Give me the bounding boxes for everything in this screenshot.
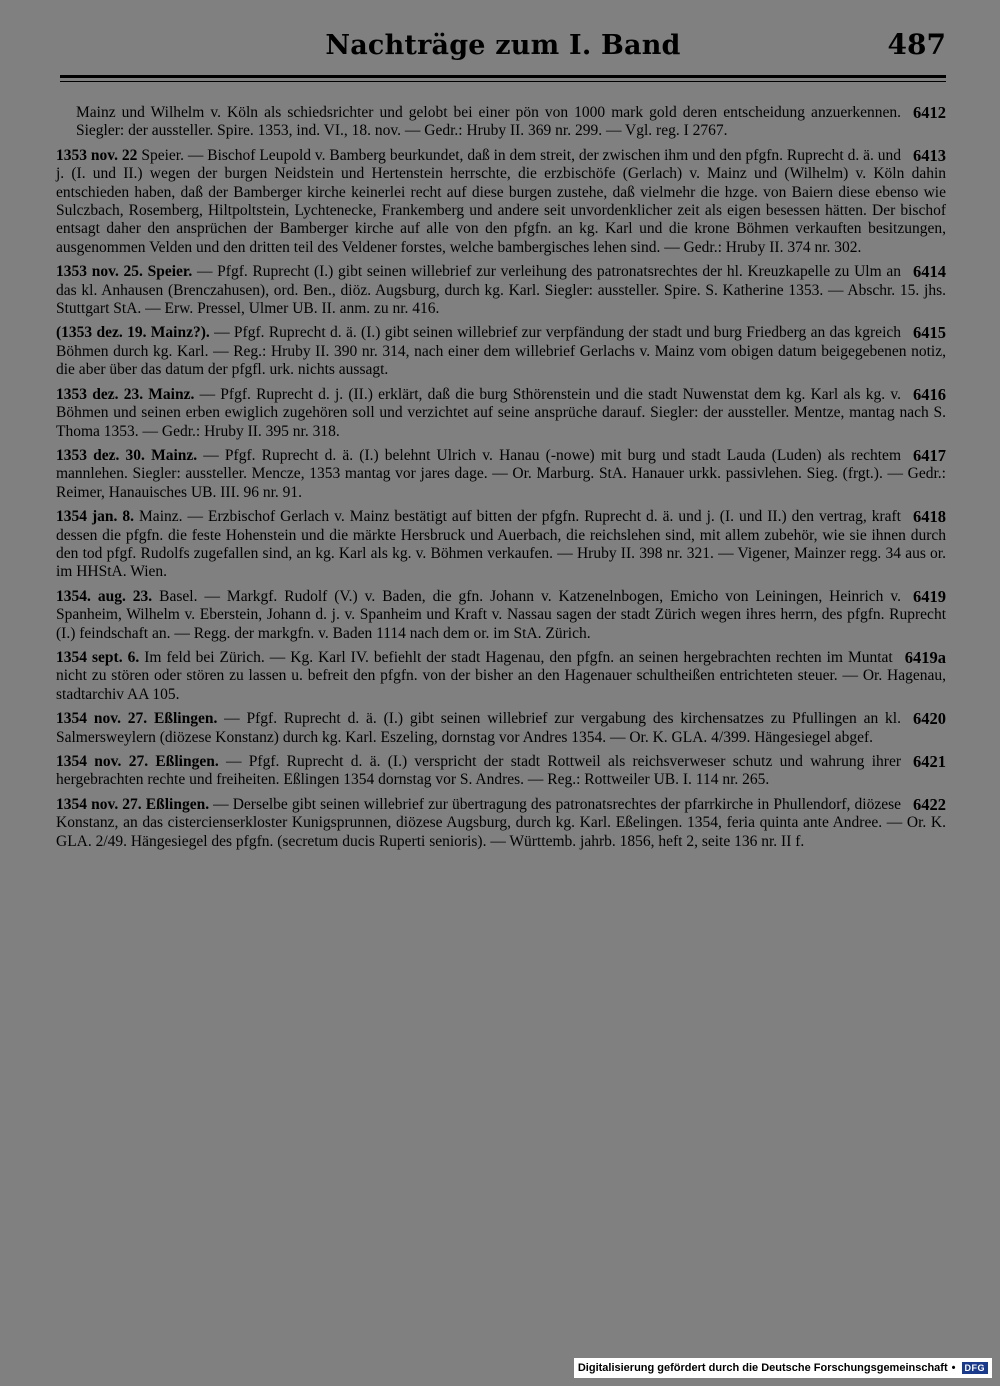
regest-entry xyxy=(56,710,946,747)
regest-text: — Derselbe gibt seinen willebrief zur übertragung des patronatsrechtes der pfarrkirche in Phullendorf, diözese Konstanz, an das cistercienserkloster Kunigsprunnen, diözese Augsburg, durch kg. Karl. Eßelingen. 1354, feria quinta ante Andree. — Or. K. GLA. 2/49. Hängesiegel des pfgfn. (secretum ducis Ruperti senioris). — Württemb. jahrb. 1856, heft 2, seite 136 nr. II f. xyxy=(56,795,946,850)
regest-entry xyxy=(56,447,946,502)
regest-entry xyxy=(56,263,946,318)
regest-text: — Pfgf. Ruprecht d. ä. (I.) belehnt Ulrich v. Hanau (-nowe) mit burg und stadt Lauda (Luden) als rechtem mannlehen. Siegler: aussteller. Mencze, 1353 mantag vor jares dage. — Or. Marburg. StA. Hanauer urkk. passivlehen. Sieg. (frgt.). — Gedr.: Reimer, Hanauisches UB. III. 96 nr. 91. xyxy=(56,446,946,501)
regest-text: Speier. — Bischof Leupold v. Bamberg beurkundet, daß in dem streit, der zwischen ihm und den pfgfn. Ruprecht d. ä. und j. (I. und II.) wegen der burgen Neidstein und Hertenstein herrschte, die erzbischöfe (Gerlach) v. Mainz und (Wilhelm) v. Köln dahin entschieden haben, daß der Bamberger kirche keinerlei recht auf diese burgen zustehe, daß vielmehr die hzge. von Baiern diese ebenso wie Sulczbach, Rosemberg, Hiltpoltstein, Lychtenecke, Frankemberg und andere seit unvordenklicher zeit als eigen besessen hätten. Der bischof entsagt daher den ansprüchen der Bamberger kirche auf alle von den pfgfn. an kg. Karl und die krone Böhmen verkauften besitzungen, ausgenommen Velden und den dritten teil des Veldener forstes, welche bambergisches lehen sind. — Gedr.: Hruby II. 374 nr. 302. xyxy=(56,146,946,256)
regest-number: 6422 xyxy=(913,794,946,814)
regest-number: 6416 xyxy=(913,384,946,404)
regest-text: Mainz. — Erzbischof Gerlach v. Mainz bestätigt auf bitten der pfgfn. Ruprecht d. ä. und j. (I. und II.) den vertrag, kraft dessen die pfgfn. die feste Hohenstein und die märkte Hersbruck und Auerbach, die reichslehen sind, mit allem zubehör, wie sie ihnen durch den tod pfgf. Rudolfs zugefallen sind, an kg. Karl als kg. v. Böhmen verkaufen. — Hruby II. 398 nr. 321. — Vigener, Mainzer regg. 34 aus or. im HHStA. Wien. xyxy=(56,508,946,581)
regesta-list xyxy=(56,104,946,857)
regest-entry xyxy=(56,147,946,257)
regest-entry xyxy=(56,508,946,582)
regest-entry xyxy=(56,588,946,643)
regest-head: 1354 sept. 6. xyxy=(56,648,140,666)
header-rule-thin xyxy=(60,81,946,82)
header-rule-thick xyxy=(60,75,946,78)
regest-text: — Pfgf. Ruprecht d. ä. (I.) gibt seinen willebrief zur verpfändung der stadt und burg Friedberg an das kgreich Böhmen durch kg. Karl. — Reg.: Hruby II. 390 nr. 314, nach einer dem willebrief Gerlachs v. Mainz vom obigen datum beigegebenen notiz, die aber über das datum der pfgfl. urk. nichts aussagt. xyxy=(56,324,946,379)
regest-text: — Pfgf. Ruprecht d. ä. (I.) verspricht der stadt Rottweil als reichsverweser schutz und wahrung ihrer hergebrachten rechte und freiheiten. Eßlingen 1354 dornstag vor S. Andres. — Reg.: Rottweiler UB. I. 114 nr. 265. xyxy=(56,753,901,789)
regest-entry xyxy=(56,386,946,441)
regest-number: 6414 xyxy=(913,262,946,282)
regest-text: Im feld bei Zürich. — Kg. Karl IV. befiehlt der stadt Hagenau, den pfgfn. an seinen hergebrachten rechten im Muntat nicht zu stören oder stören zu lassen u. befreit den pfgfn. von der bisher an den Hagenauer schultheißen entrichteten steuer. — Or. Hagenau, stadtarchiv AA 105. xyxy=(56,648,946,703)
regest-text: — Pfgf. Ruprecht d. ä. (I.) gibt seinen willebrief zur vergabung des kirchensatzes zu Pfullingen an kl. Salmersweylern (diözese Konstanz) durch kg. Karl. Eszeling, dornstag vor Andres 1354. — Or. K. GLA. 4/399. Hängesiegel abgef. xyxy=(56,710,901,746)
regest-text: — Pfgf. Ruprecht d. j. (II.) erklärt, daß die burg Sthörenstein und die stadt Nuwenstat dem kg. Karl als kg. v. Böhmen und seinen erben ewiglich zugehören soll und verzichtet auf seine ansprüche darauf. Siegler: der aussteller. Mentze, mantag nach S. Thoma 1353. — Gedr.: Hruby II. 395 nr. 318. xyxy=(56,385,946,440)
regest-number: 6420 xyxy=(913,709,946,729)
regest-number: 6419 xyxy=(913,586,946,606)
regest-entry xyxy=(56,104,946,141)
regest-entry xyxy=(56,649,946,704)
regest-head: 1354 nov. 27. Eßlingen. xyxy=(56,753,219,770)
regest-head: 1353 nov. 22 xyxy=(56,146,138,164)
page-header xyxy=(60,26,946,74)
dfg-logo-icon: DFG xyxy=(962,1362,989,1374)
regest-head: 1353 nov. 25. Speier. xyxy=(56,263,193,281)
page-title: Nachträge zum I. Band xyxy=(325,30,681,61)
regest-head: 1354 jan. 8. xyxy=(56,508,135,526)
regest-number: 6419a xyxy=(904,647,946,667)
regest-entry xyxy=(56,796,946,851)
regest-entry xyxy=(56,753,946,790)
regest-head: 1353 dez. 30. Mainz. xyxy=(56,446,198,464)
regest-head: 1354 nov. 27. Eßlingen. xyxy=(56,710,218,728)
regest-head: 1353 dez. 23. Mainz. xyxy=(56,385,195,403)
regest-head: 1354 nov. 27. Eßlingen. xyxy=(56,795,210,813)
regest-number: 6412 xyxy=(913,103,946,122)
funding-notice: Digitalisierung gefördert durch die Deutsche Forschungsgemeinschaft xyxy=(577,1362,948,1374)
regest-text: Mainz und Wilhelm v. Köln als schiedsrichter und gelobt bei einer pön von 1000 mark gold deren entscheidung anzuerkennen. Siegler: der aussteller. Spire. 1353, ind. VI., 18. nov. — Gedr.: Hruby II. 369 nr. 299. — Vgl. reg. I 2767. xyxy=(76,104,901,140)
regest-head: (1353 dez. 19. Mainz?). xyxy=(56,324,210,342)
regest-number: 6413 xyxy=(913,145,946,165)
footer-separator: • xyxy=(951,1362,956,1374)
regest-number: 6417 xyxy=(913,445,946,465)
regest-number: 6421 xyxy=(913,752,946,771)
regest-number: 6415 xyxy=(913,323,946,343)
page-number: 487 xyxy=(887,28,946,61)
regest-text: — Pfgf. Ruprecht (I.) gibt seinen willebrief zur verleihung des patronatsrechtes der hl. Kreuzkapelle zu Ulm an das kl. Anhausen (Brenczahusen), ord. Ben., diöz. Augsburg, durch kg. Karl. Siegler: aussteller. Spire. S. Katherine 1353. — Abschr. 15. jhs. Stuttgart StA. — Erw. Pressel, Ulmer UB. II. anm. zu nr. 416. xyxy=(56,263,946,318)
regest-entry xyxy=(56,324,946,379)
regest-head: 1354. aug. 23. xyxy=(56,587,153,605)
regest-text: Basel. — Markgf. Rudolf (V.) v. Baden, die gfn. Johann v. Katzenelnbogen, Emicho von Leiningen, Heinrich v. Spanheim, Wilhelm v. Eberstein, Johann d. j. v. Spanheim und Kraft v. Nassau sagen der stadt Zürich wegen ihres herrn, des pfgfn. Ruprecht (I.) feindschaft an. — Regg. der markgfn. v. Baden 1114 nach dem or. im StA. Zürich. xyxy=(56,587,946,642)
digitization-footer xyxy=(574,1358,992,1378)
regest-number: 6418 xyxy=(913,507,946,527)
